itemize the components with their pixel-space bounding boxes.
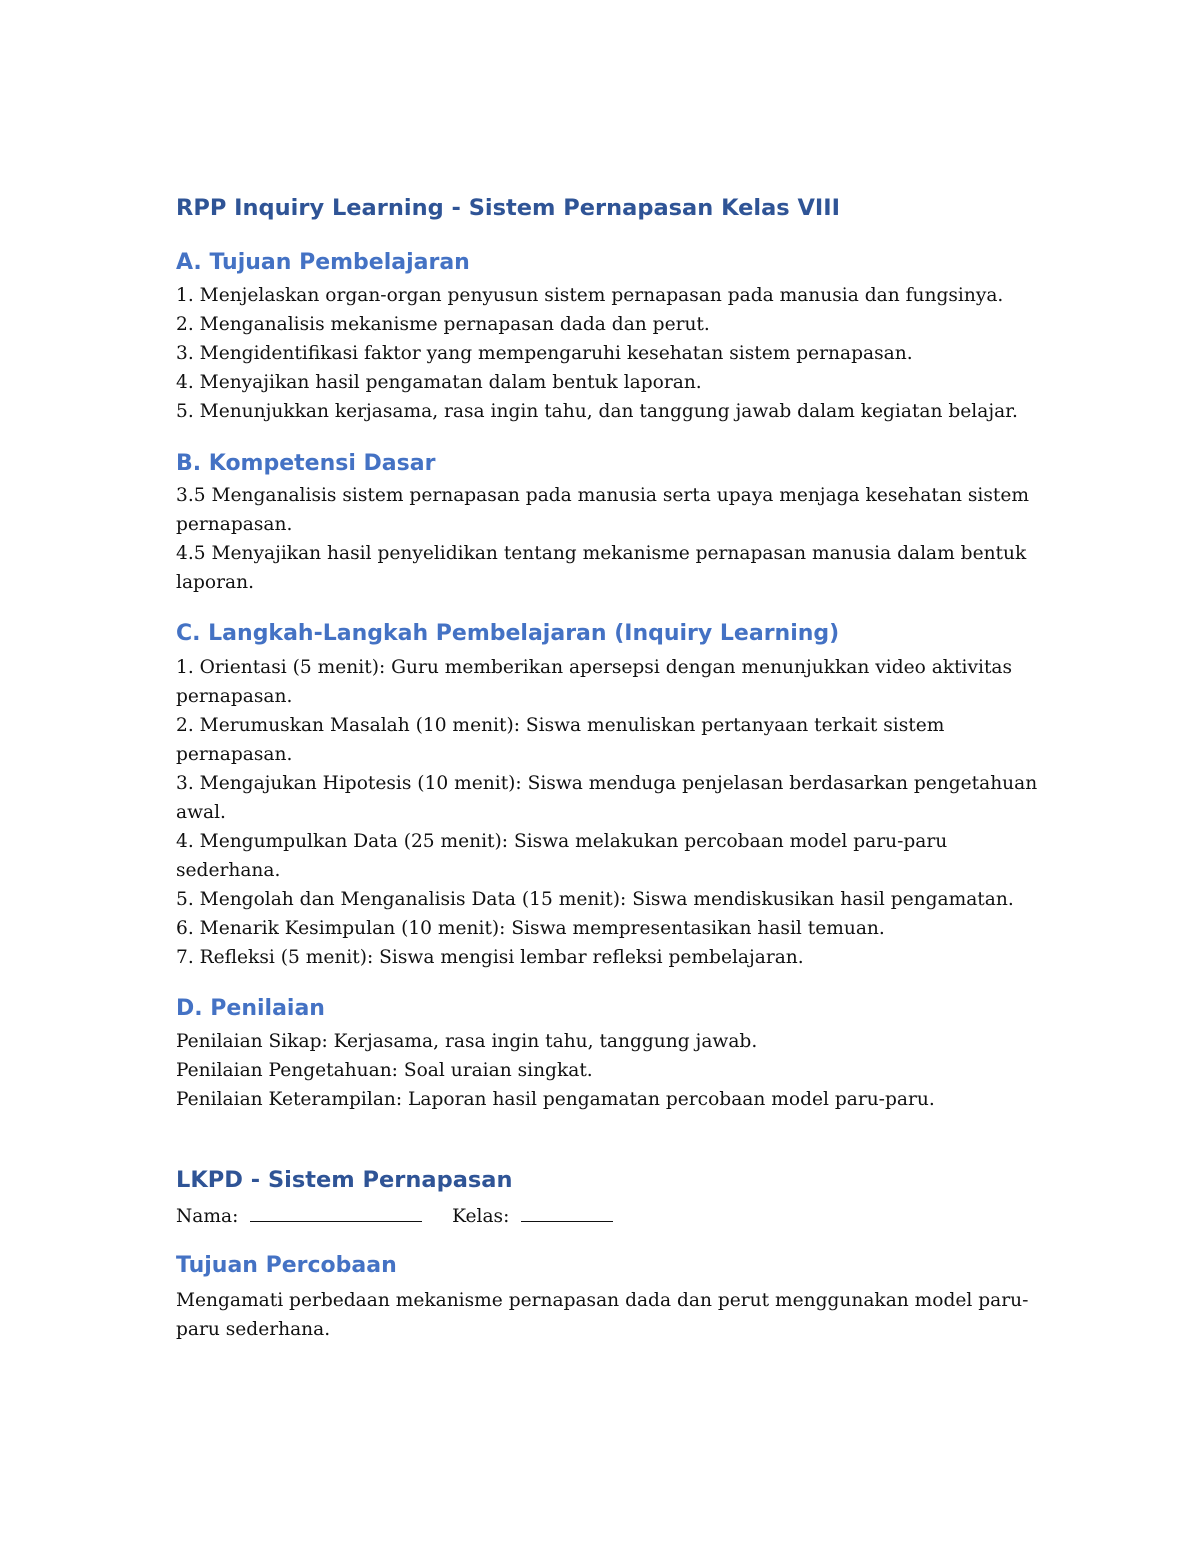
kelas-label: Kelas:: [452, 1206, 510, 1227]
text-line: sederhana.: [176, 860, 281, 881]
text-line: 1. Orientasi (5 menit): Guru memberikan apersepsi dengan menunjukkan video aktivitas: [176, 657, 1013, 678]
text-line: pernapasan.: [176, 744, 293, 765]
list-item: 5. Menunjukkan kerjasama, rasa ingin tahu, dan tanggung jawab dalam kegiatan belajar.: [176, 401, 1018, 422]
text-line: 2. Merumuskan Masalah (10 menit): Siswa menuliskan pertanyaan terkait sistem: [176, 715, 945, 736]
tujuan-percobaan-heading: Tujuan Percobaan: [176, 1253, 397, 1278]
section-b-heading: B. Kompetensi Dasar: [176, 451, 436, 476]
list-item: 3. Mengidentifikasi faktor yang mempengaruhi kesehatan sistem pernapasan.: [176, 343, 913, 364]
lkpd-heading: LKPD - Sistem Pernapasan: [176, 1167, 513, 1193]
section-c-heading: C. Langkah-Langkah Pembelajaran (Inquiry Learning): [176, 621, 840, 646]
tujuan-list: [176, 281, 1018, 426]
list-item: 2. Menganalisis mekanisme pernapasan dada dan perut.: [176, 314, 710, 335]
document-title: RPP Inquiry Learning - Sistem Pernapasan Kelas VIII: [176, 195, 841, 221]
section-d-heading: D. Penilaian: [176, 996, 325, 1021]
text-line: laporan.: [176, 572, 254, 593]
identity-fields: [176, 1201, 613, 1231]
tujuan-percobaan-text: [176, 1286, 1028, 1344]
text-line: 7. Refleksi (5 menit): Siswa mengisi lembar refleksi pembelajaran.: [176, 947, 804, 968]
kelas-blank[interactable]: [521, 1201, 613, 1222]
nama-blank[interactable]: [250, 1201, 422, 1222]
penilaian-text: [176, 1027, 935, 1114]
text-line: pernapasan.: [176, 686, 293, 707]
list-item: 4. Menyajikan hasil pengamatan dalam bentuk laporan.: [176, 372, 702, 393]
text-line: 5. Mengolah dan Menganalisis Data (15 menit): Siswa mendiskusikan hasil pengamatan.: [176, 889, 1014, 910]
text-line: 4.5 Menyajikan hasil penyelidikan tentang mekanisme pernapasan manusia dalam bentuk: [176, 543, 1027, 564]
text-line: 6. Menarik Kesimpulan (10 menit): Siswa mempresentasikan hasil temuan.: [176, 918, 885, 939]
text-line: 3. Mengajukan Hipotesis (10 menit): Siswa menduga penjelasan berdasarkan pengetahuan: [176, 773, 1038, 794]
section-a-heading: A. Tujuan Pembelajaran: [176, 250, 470, 275]
text-line: Mengamati perbedaan mekanisme pernapasan dada dan perut menggunakan model paru-: [176, 1290, 1029, 1311]
text-line: Penilaian Pengetahuan: Soal uraian singkat.: [176, 1060, 593, 1081]
kompetensi-text: [176, 481, 1029, 597]
nama-label: Nama:: [176, 1206, 239, 1227]
text-line: 3.5 Menganalisis sistem pernapasan pada manusia serta upaya menjaga kesehatan sistem: [176, 485, 1030, 506]
text-line: paru sederhana.: [176, 1319, 331, 1340]
langkah-text: [176, 653, 1037, 972]
text-line: 4. Mengumpulkan Data (25 menit): Siswa melakukan percobaan model paru-paru: [176, 831, 948, 852]
text-line: awal.: [176, 802, 226, 823]
text-line: Penilaian Sikap: Kerjasama, rasa ingin tahu, tanggung jawab.: [176, 1031, 758, 1052]
list-item: 1. Menjelaskan organ-organ penyusun sistem pernapasan pada manusia dan fungsinya.: [176, 285, 1004, 306]
text-line: pernapasan.: [176, 514, 293, 535]
identity-line: [176, 1201, 613, 1231]
text-line: Penilaian Keterampilan: Laporan hasil pengamatan percobaan model paru-paru.: [176, 1089, 935, 1110]
